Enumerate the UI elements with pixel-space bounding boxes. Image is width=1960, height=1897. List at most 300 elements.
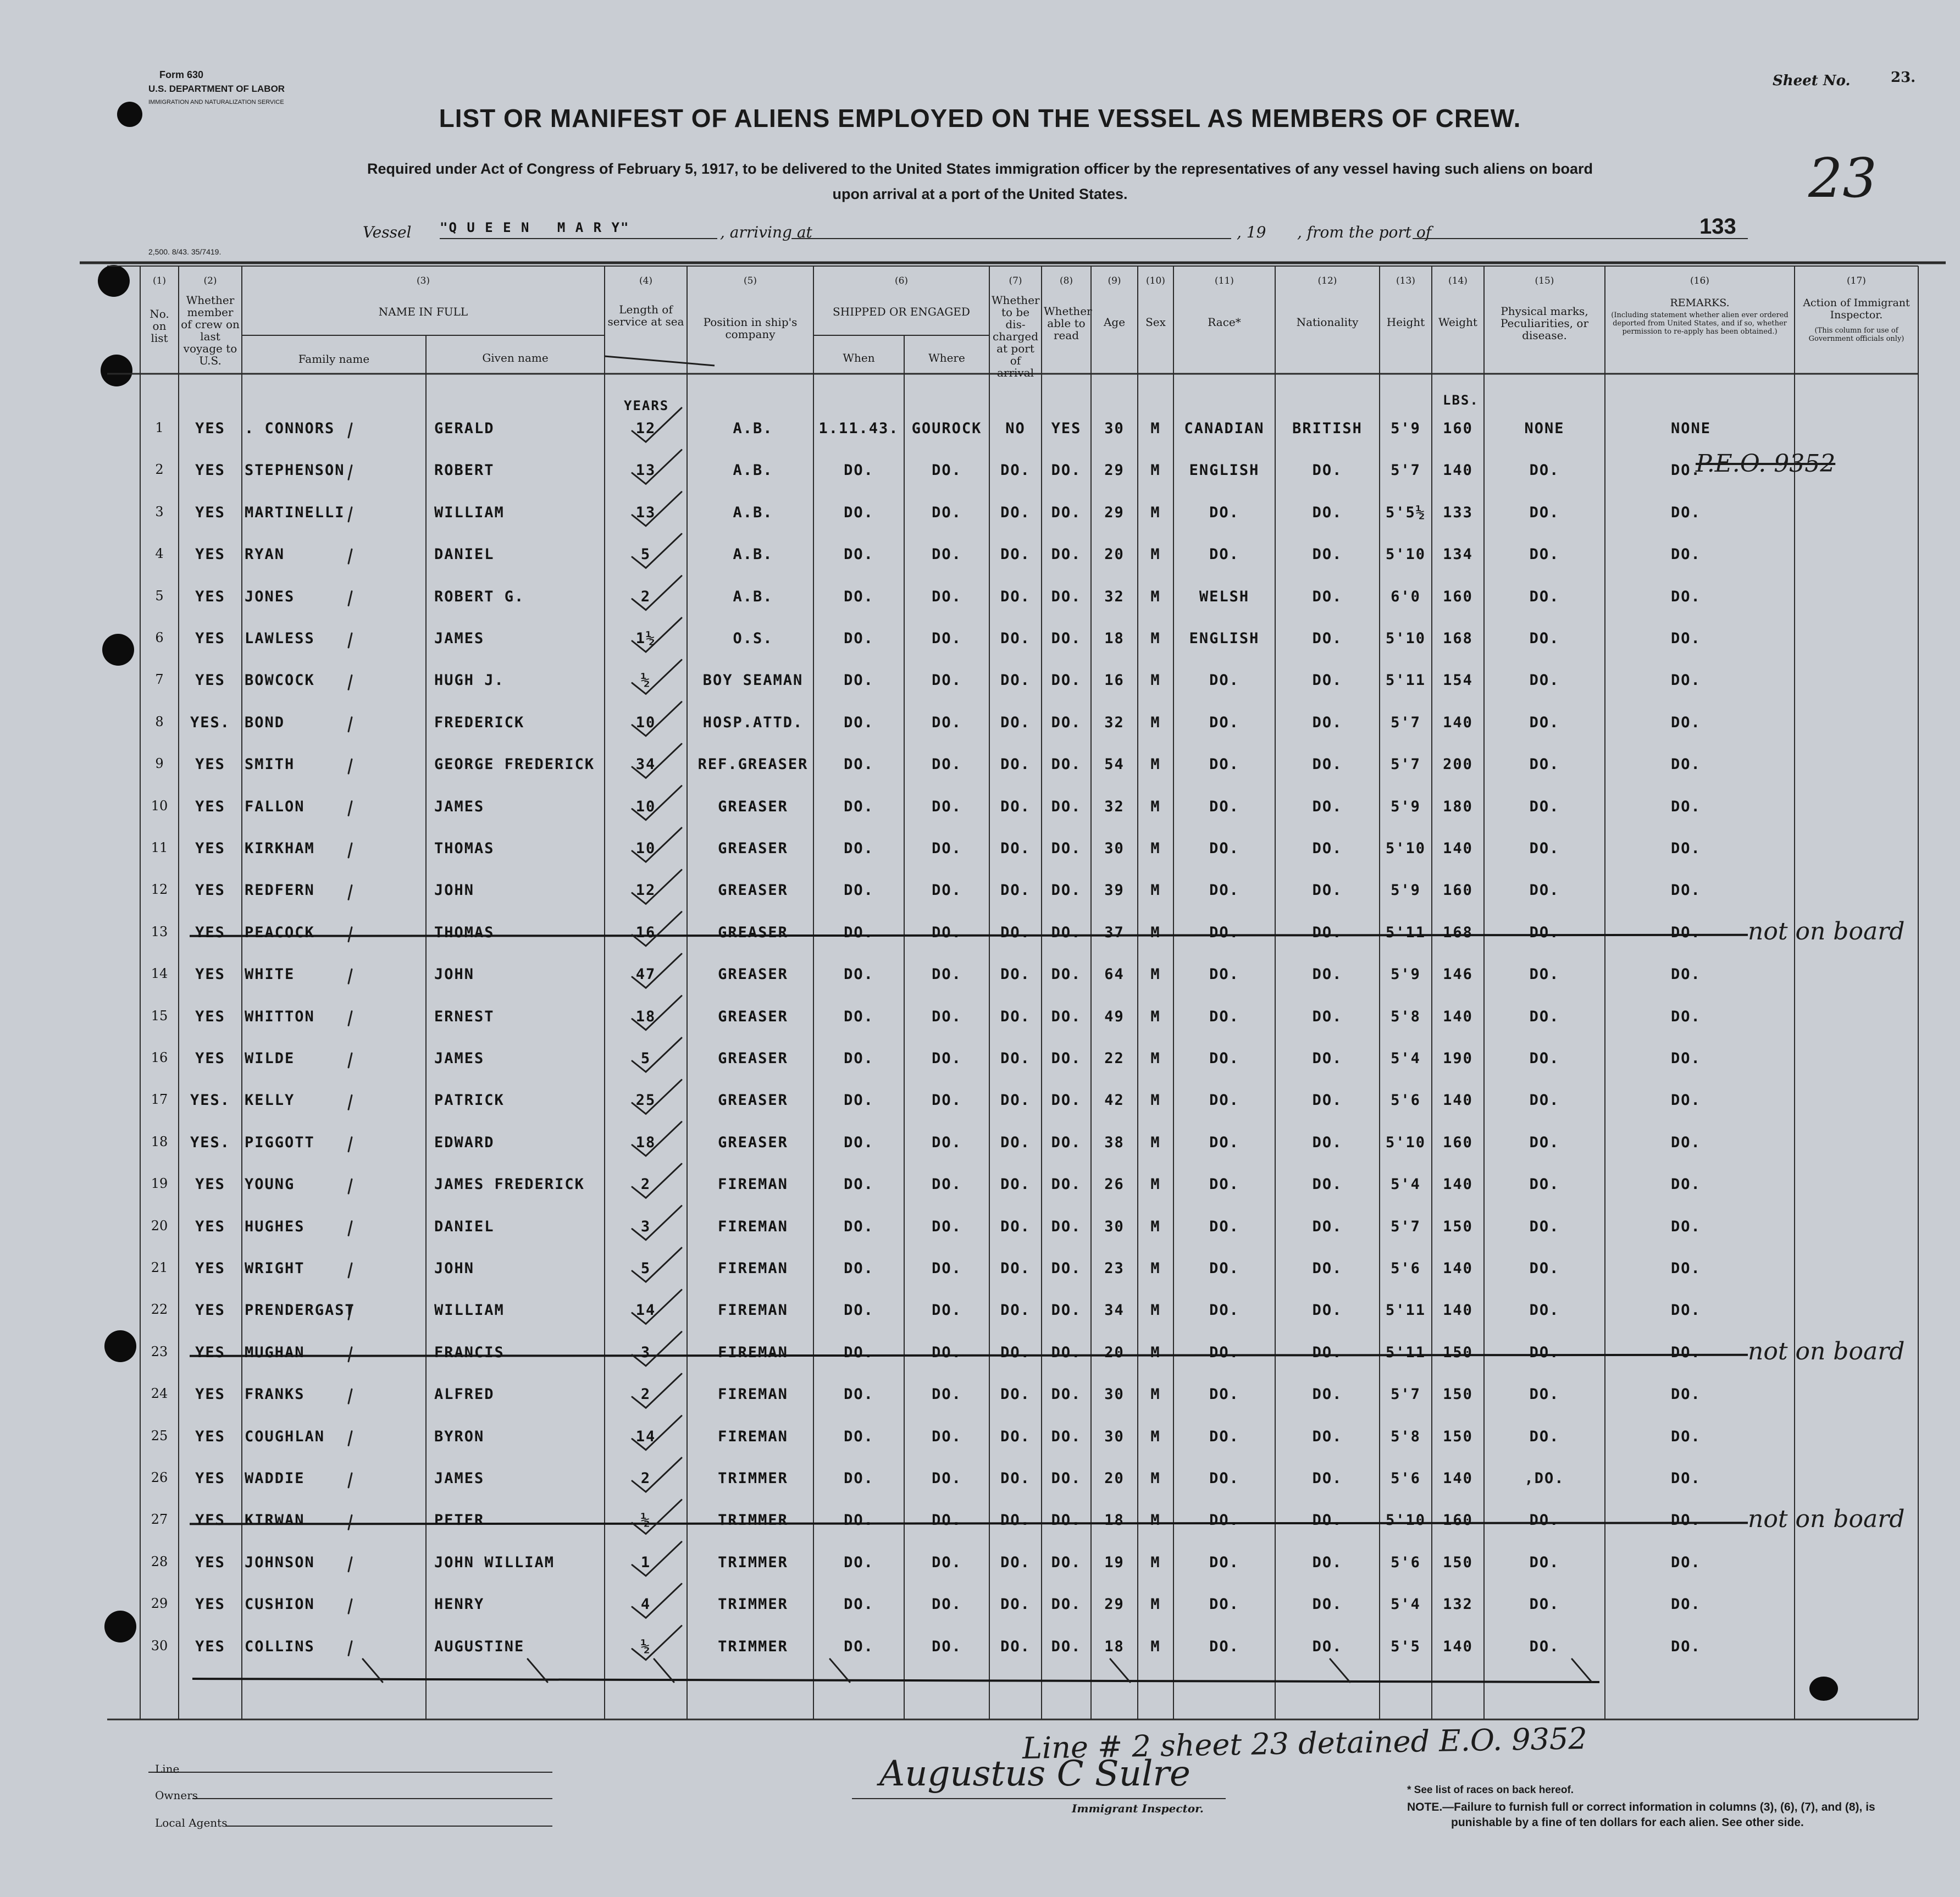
family-name: BOND — [245, 714, 285, 731]
length-of-service: 13 — [635, 462, 656, 479]
given-name: THOMAS — [434, 840, 495, 857]
race: WELSH — [1199, 588, 1250, 605]
race: DO. — [1209, 1386, 1239, 1403]
column-number: (15) — [1535, 275, 1554, 286]
nationality: DO. — [1312, 1638, 1343, 1655]
row-number: 22 — [151, 1302, 168, 1318]
weight: 140 — [1443, 1260, 1473, 1277]
given-name: JAMES — [434, 1470, 485, 1487]
able-to-read: DO. — [1051, 1092, 1082, 1109]
position: GREASER — [718, 798, 788, 815]
length-of-service: 16 — [635, 923, 656, 941]
column-header: Height — [1386, 316, 1425, 329]
remarks: DO. — [1671, 504, 1701, 521]
height: 5'9 — [1391, 966, 1421, 983]
discharged: DO. — [1000, 1470, 1031, 1487]
column-number: (1) — [152, 275, 167, 286]
sex: M — [1150, 1008, 1161, 1025]
weight: 150 — [1443, 1428, 1473, 1445]
shipped-where: DO. — [932, 1176, 962, 1193]
given-name: BYRON — [434, 1428, 485, 1445]
shipped-where: DO. — [932, 1092, 962, 1109]
race: ENGLISH — [1189, 630, 1260, 647]
able-to-read: DO. — [1051, 882, 1082, 899]
position: O.S. — [733, 630, 773, 647]
remarks: DO. — [1671, 588, 1701, 605]
department-name: U.S. DEPARTMENT OF LABOR — [148, 84, 285, 94]
age: 32 — [1104, 798, 1125, 815]
nationality: DO. — [1312, 1008, 1343, 1025]
lbs-unit: LBS. — [1443, 392, 1479, 408]
height: 5'11 — [1385, 923, 1426, 941]
race: DO. — [1209, 1343, 1239, 1361]
age: 64 — [1104, 966, 1125, 983]
shipped-when: DO. — [844, 1176, 874, 1193]
shipped-where: DO. — [932, 1050, 962, 1067]
given-name: ERNEST — [434, 1008, 495, 1025]
position: FIREMAN — [718, 1428, 788, 1445]
family-name: WILDE — [245, 1050, 295, 1067]
shipped-when: DO. — [844, 1133, 874, 1151]
column-header-name: NAME IN FULL — [378, 305, 468, 318]
row-number: 29 — [151, 1596, 168, 1612]
race: DO. — [1209, 1260, 1239, 1277]
remarks: DO. — [1671, 1302, 1701, 1319]
row-number: 18 — [151, 1133, 168, 1149]
nationality: DO. — [1312, 798, 1343, 815]
discharged: DO. — [1000, 1260, 1031, 1277]
discharged: DO. — [1000, 714, 1031, 731]
family-name: LAWLESS — [245, 630, 315, 647]
column-number: (10) — [1146, 275, 1165, 286]
service-name: IMMIGRATION AND NATURALIZATION SERVICE — [148, 99, 284, 106]
given-name: ROBERT G. — [434, 588, 525, 605]
able-to-read: DO. — [1051, 840, 1082, 857]
weight: 200 — [1443, 756, 1473, 773]
shipped-when: DO. — [844, 714, 874, 731]
given-name: ALFRED — [434, 1386, 495, 1403]
previous-voyage: YES. — [190, 1092, 231, 1109]
remarks: DO. — [1671, 1596, 1701, 1613]
shipped-where: DO. — [932, 630, 962, 647]
row-number: 17 — [151, 1092, 168, 1108]
discharged: DO. — [1000, 966, 1031, 983]
sex: M — [1150, 630, 1161, 647]
local-agents-label: Local Agents — [155, 1816, 228, 1829]
length-of-service: 2 — [640, 588, 651, 605]
nationality: DO. — [1312, 588, 1343, 605]
physical-marks: DO. — [1529, 756, 1560, 773]
able-to-read: DO. — [1051, 672, 1082, 689]
given-name: HENRY — [434, 1596, 485, 1613]
able-to-read: DO. — [1051, 1133, 1082, 1151]
column-number: (17) — [1847, 275, 1866, 286]
previous-voyage: YES — [195, 882, 225, 899]
length-of-service: 34 — [635, 756, 656, 773]
weight: 150 — [1443, 1386, 1473, 1403]
height: 5'11 — [1385, 1302, 1426, 1319]
length-of-service: 25 — [635, 1092, 656, 1109]
previous-voyage: YES — [195, 1553, 225, 1571]
shipped-when: DO. — [844, 1260, 874, 1277]
nationality: DO. — [1312, 923, 1343, 941]
height: 5'9 — [1391, 882, 1421, 899]
race: DO. — [1209, 1428, 1239, 1445]
nationality: DO. — [1312, 1176, 1343, 1193]
sex: M — [1150, 923, 1161, 941]
weight: 132 — [1443, 1596, 1473, 1613]
form-number: Form 630 — [159, 69, 204, 80]
given-name: JOHN — [434, 1260, 475, 1277]
family-name: MARTINELLI — [245, 504, 345, 521]
family-name: YOUNG — [245, 1176, 295, 1193]
physical-marks: DO. — [1529, 588, 1560, 605]
age: 38 — [1104, 1133, 1125, 1151]
given-name: AUGUSTINE — [434, 1638, 525, 1655]
height: 5'7 — [1391, 756, 1421, 773]
column-header: Race* — [1208, 316, 1241, 329]
race: DO. — [1209, 1638, 1239, 1655]
nationality: DO. — [1312, 1092, 1343, 1109]
height: 5'7 — [1391, 1386, 1421, 1403]
column-header: Sex — [1145, 316, 1166, 329]
weight: 133 — [1443, 504, 1473, 521]
position: TRIMMER — [718, 1512, 788, 1529]
family-name: KIRWAN — [245, 1512, 305, 1529]
physical-marks: DO. — [1529, 462, 1560, 479]
vessel-label: Vessel — [363, 223, 412, 241]
row-number: 23 — [151, 1343, 168, 1359]
column-number: (14) — [1448, 275, 1468, 286]
row-number: 13 — [151, 923, 168, 939]
race: DO. — [1209, 756, 1239, 773]
age: 19 — [1104, 1553, 1125, 1571]
row-number: 27 — [151, 1512, 168, 1528]
previous-voyage: YES — [195, 1218, 225, 1235]
able-to-read: DO. — [1051, 1176, 1082, 1193]
remarks: DO. — [1671, 672, 1701, 689]
discharged: DO. — [1000, 1386, 1031, 1403]
previous-voyage: YES — [195, 420, 225, 437]
row-number: 3 — [155, 504, 164, 519]
length-of-service: 14 — [635, 1428, 656, 1445]
weight: 150 — [1443, 1553, 1473, 1571]
able-to-read: DO. — [1051, 1260, 1082, 1277]
race: CANADIAN — [1184, 420, 1265, 437]
age: 18 — [1104, 1638, 1125, 1655]
sex: M — [1150, 798, 1161, 815]
sheet-number-handwritten: 23 — [1808, 147, 1877, 210]
able-to-read: DO. — [1051, 756, 1082, 773]
column-number: (4) — [639, 275, 653, 286]
year-label: , 19 — [1237, 223, 1266, 241]
discharged: DO. — [1000, 462, 1031, 479]
physical-marks: DO. — [1529, 1133, 1560, 1151]
physical-marks: DO. — [1529, 714, 1560, 731]
previous-voyage: YES — [195, 756, 225, 773]
position: GREASER — [718, 882, 788, 899]
race: DO. — [1209, 966, 1239, 983]
length-of-service: 2 — [640, 1176, 651, 1193]
shipped-when: DO. — [844, 756, 874, 773]
length-of-service: 2 — [640, 1386, 651, 1403]
race: DO. — [1209, 1302, 1239, 1319]
sex: M — [1150, 1386, 1161, 1403]
discharged: DO. — [1000, 546, 1031, 563]
weight: 140 — [1443, 1470, 1473, 1487]
column-header-when: When — [843, 351, 875, 364]
shipped-when: DO. — [844, 840, 874, 857]
length-of-service: ½ — [640, 672, 651, 689]
family-name: WADDIE — [245, 1470, 305, 1487]
age: 22 — [1104, 1050, 1125, 1067]
nationality: DO. — [1312, 1050, 1343, 1067]
race: DO. — [1209, 1553, 1239, 1571]
weight: 140 — [1443, 1638, 1473, 1655]
discharged: DO. — [1000, 840, 1031, 857]
given-name: ROBERT — [434, 462, 495, 479]
shipped-when: DO. — [844, 1343, 874, 1361]
family-name: JOHNSON — [245, 1553, 315, 1571]
nationality: DO. — [1312, 1470, 1343, 1487]
physical-marks: DO. — [1529, 1553, 1560, 1571]
given-name: JOHN WILLIAM — [434, 1553, 555, 1571]
physical-marks: DO. — [1529, 1386, 1560, 1403]
nationality: DO. — [1312, 672, 1343, 689]
family-name: WHITTON — [245, 1008, 315, 1025]
race: DO. — [1209, 1512, 1239, 1529]
position: TRIMMER — [718, 1638, 788, 1655]
age: 32 — [1104, 714, 1125, 731]
shipped-where: DO. — [932, 714, 962, 731]
previous-voyage: YES — [195, 1512, 225, 1529]
previous-voyage: YES — [195, 546, 225, 563]
column-header-where: Where — [928, 351, 965, 364]
position: FIREMAN — [718, 1302, 788, 1319]
shipped-where: GOUROCK — [911, 420, 982, 437]
shipped-where: DO. — [932, 1343, 962, 1361]
length-of-service: 3 — [640, 1218, 651, 1235]
remarks: DO. — [1671, 1343, 1701, 1361]
given-name: GEORGE FREDERICK — [434, 756, 595, 773]
previous-voyage: YES — [195, 1176, 225, 1193]
height: 5'7 — [1391, 714, 1421, 731]
position: GREASER — [718, 966, 788, 983]
row-note-handwritten: not on board — [1748, 1337, 1905, 1365]
shipped-where: DO. — [932, 1008, 962, 1025]
height: 5'10 — [1385, 546, 1426, 563]
weight: 140 — [1443, 1302, 1473, 1319]
previous-voyage: YES — [195, 798, 225, 815]
row-number: 24 — [151, 1386, 168, 1402]
column-number: (16) — [1690, 275, 1709, 286]
discharged: DO. — [1000, 882, 1031, 899]
able-to-read: DO. — [1051, 630, 1082, 647]
age: 29 — [1104, 504, 1125, 521]
given-name: DANIEL — [434, 1218, 495, 1235]
end-rule — [192, 1679, 1599, 1682]
position: A.B. — [733, 504, 773, 521]
able-to-read: DO. — [1051, 1302, 1082, 1319]
column-header: Age — [1103, 316, 1126, 329]
column-header: Physical marks, Peculiarities, or disease. — [1501, 305, 1588, 342]
row-number: 14 — [151, 966, 168, 982]
discharged: DO. — [1000, 1176, 1031, 1193]
row-note-handwritten: not on board — [1748, 1505, 1905, 1534]
physical-marks: DO. — [1529, 1638, 1560, 1655]
previous-voyage: YES — [195, 923, 225, 941]
race: DO. — [1209, 1133, 1239, 1151]
age: 23 — [1104, 1260, 1125, 1277]
length-of-service: 4 — [640, 1596, 651, 1613]
physical-marks: ,DO. — [1524, 1470, 1565, 1487]
sex: M — [1150, 672, 1161, 689]
given-name: FRANCIS — [434, 1343, 505, 1361]
family-name: WHITE — [245, 966, 295, 983]
weight: 154 — [1443, 672, 1473, 689]
discharged: DO. — [1000, 756, 1031, 773]
race: DO. — [1209, 672, 1239, 689]
sex: M — [1150, 1092, 1161, 1109]
race: ENGLISH — [1189, 462, 1260, 479]
discharged: DO. — [1000, 1133, 1031, 1151]
able-to-read: DO. — [1051, 546, 1082, 563]
shipped-when: DO. — [844, 1470, 874, 1487]
weight: 168 — [1443, 923, 1473, 941]
column-header-action: Action of Immigrant Inspector. — [1803, 297, 1910, 321]
end-slash — [1572, 1659, 1592, 1682]
discharged: DO. — [1000, 630, 1031, 647]
nationality: DO. — [1312, 1133, 1343, 1151]
nationality: DO. — [1312, 630, 1343, 647]
length-of-service: 5 — [640, 1260, 651, 1277]
shipped-when: 1.11.43. — [818, 420, 899, 437]
physical-marks: DO. — [1529, 966, 1560, 983]
weight: 140 — [1443, 1092, 1473, 1109]
fine-note-2: punishable by a fine of ten dollars for each alien. See other side. — [1451, 1816, 1804, 1829]
shipped-when: DO. — [844, 504, 874, 521]
able-to-read: DO. — [1051, 798, 1082, 815]
length-of-service: 47 — [635, 966, 656, 983]
length-of-service: 5 — [640, 1050, 651, 1067]
shipped-where: DO. — [932, 1596, 962, 1613]
height: 5'4 — [1391, 1176, 1421, 1193]
sex: M — [1150, 462, 1161, 479]
able-to-read: DO. — [1051, 1428, 1082, 1445]
physical-marks: DO. — [1529, 1050, 1560, 1067]
sheet-label: Sheet No. — [1773, 73, 1851, 89]
shipped-when: DO. — [844, 1428, 874, 1445]
nationality: DO. — [1312, 966, 1343, 983]
row-number: 11 — [151, 840, 168, 855]
shipped-where: DO. — [932, 1553, 962, 1571]
row-note-handwritten: not on board — [1748, 917, 1905, 945]
remarks: DO. — [1671, 462, 1701, 479]
age: 26 — [1104, 1176, 1125, 1193]
race: DO. — [1209, 1218, 1239, 1235]
shipped-when: DO. — [844, 1638, 874, 1655]
sex: M — [1150, 1428, 1161, 1445]
document-title: LIST OR MANIFEST OF ALIENS EMPLOYED ON THE VESSEL AS MEMBERS OF CREW. — [439, 104, 1521, 132]
previous-voyage: YES — [195, 462, 225, 479]
remarks: DO. — [1671, 1470, 1701, 1487]
race: DO. — [1209, 1176, 1239, 1193]
given-name: DANIEL — [434, 546, 495, 563]
shipped-where: DO. — [932, 840, 962, 857]
discharged: DO. — [1000, 923, 1031, 941]
column-number: (13) — [1396, 275, 1415, 286]
age: 20 — [1104, 1343, 1125, 1361]
race: DO. — [1209, 546, 1239, 563]
length-of-service: 10 — [635, 714, 656, 731]
discharged: DO. — [1000, 672, 1031, 689]
age: 29 — [1104, 462, 1125, 479]
height: 5'10 — [1385, 1133, 1426, 1151]
row2-remark-handwritten: P.E.O. 9352 — [1696, 450, 1836, 478]
remarks: DO. — [1671, 1133, 1701, 1151]
remarks: DO. — [1671, 798, 1701, 815]
sex: M — [1150, 882, 1161, 899]
length-of-service: 2 — [640, 1470, 651, 1487]
discharged: DO. — [1000, 504, 1031, 521]
length-of-service: 13 — [635, 504, 656, 521]
race: DO. — [1209, 840, 1239, 857]
given-name: JAMES — [434, 630, 485, 647]
remarks: DO. — [1671, 923, 1701, 941]
shipped-where: DO. — [932, 923, 962, 941]
sex: M — [1150, 840, 1161, 857]
height: 5'7 — [1391, 462, 1421, 479]
age: 20 — [1104, 546, 1125, 563]
row-number: 21 — [151, 1260, 168, 1275]
remarks: DO. — [1671, 840, 1701, 857]
previous-voyage: YES — [195, 1638, 225, 1655]
family-name: JONES — [245, 588, 295, 605]
length-of-service: 10 — [635, 798, 656, 815]
height: 5'5½ — [1385, 504, 1426, 521]
shipped-where: DO. — [932, 1133, 962, 1151]
previous-voyage: YES — [195, 672, 225, 689]
column-header: Whether to be dis- charged at port of arrival — [992, 294, 1040, 379]
column-header: No. on list — [150, 307, 169, 345]
shipped-when: DO. — [844, 1302, 874, 1319]
position: TRIMMER — [718, 1596, 788, 1613]
given-name: JOHN — [434, 966, 475, 983]
shipped-when: DO. — [844, 1050, 874, 1067]
nationality: DO. — [1312, 1302, 1343, 1319]
row-number: 30 — [151, 1638, 168, 1653]
race: DO. — [1209, 1596, 1239, 1613]
previous-voyage: YES. — [190, 1133, 231, 1151]
shipped-when: DO. — [844, 630, 874, 647]
physical-marks: DO. — [1529, 1512, 1560, 1529]
able-to-read: DO. — [1051, 1050, 1082, 1067]
position: FIREMAN — [718, 1176, 788, 1193]
remarks: DO. — [1671, 1428, 1701, 1445]
weight: 140 — [1443, 840, 1473, 857]
physical-marks: DO. — [1529, 1092, 1560, 1109]
shipped-where: DO. — [932, 882, 962, 899]
discharged: DO. — [1000, 1343, 1031, 1361]
length-of-service: 3 — [640, 1343, 651, 1361]
shipped-where: DO. — [932, 1386, 962, 1403]
weight: 160 — [1443, 1133, 1473, 1151]
previous-voyage: YES — [195, 504, 225, 521]
column-number: (6) — [894, 275, 909, 286]
shipped-where: DO. — [932, 1512, 962, 1529]
physical-marks: DO. — [1529, 1260, 1560, 1277]
given-name: JAMES — [434, 798, 485, 815]
